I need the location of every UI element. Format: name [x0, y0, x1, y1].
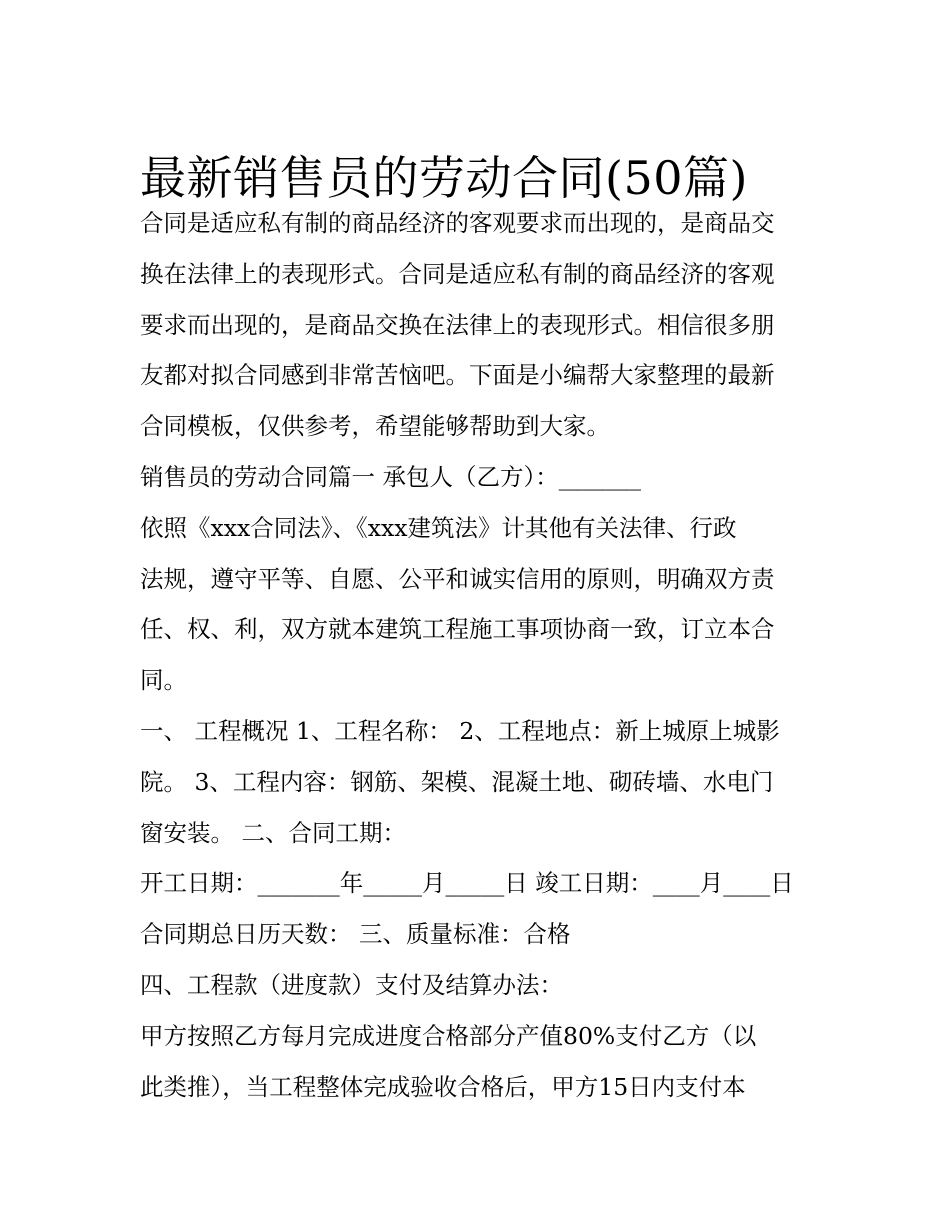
document-title: 最新销售员的劳动合同(50篇) [140, 150, 748, 205]
paragraph-line: 销售员的劳动合同篇一 承包人（乙方）：_______ [140, 462, 641, 491]
paragraph-line: 依照《xxx合同法》、《xxx建筑法》计其他有关法律、行政 [140, 513, 737, 542]
paragraph-line: 此类推），当工程整体完成验收合格后，甲方15日内支付本 [140, 1072, 746, 1101]
paragraph-line: 开工日期：_______年_____月_____日 竣工日期：____月____日 [140, 869, 794, 898]
paragraph-line: 任、权、利，双方就本建筑工程施工事项协商一致，订立本合 [140, 615, 775, 644]
paragraph-line: 合同期总日历天数： 三、质量标准：合格 [140, 920, 571, 949]
paragraph-line: 法规，遵守平等、自愿、公平和诚实信用的原则，明确双方责 [140, 564, 775, 593]
paragraph-line: 四、工程款（进度款）支付及结算办法： [140, 970, 563, 999]
paragraph-line: 甲方按照乙方每月完成进度合格部分产值80%支付乙方（以 [140, 1021, 757, 1050]
paragraph-line: 合同模板，仅供参考，希望能够帮助到大家。 [140, 412, 610, 441]
paragraph-line: 要求而出现的，是商品交换在法律上的表现形式。相信很多朋 [140, 310, 775, 339]
paragraph-line: 合同是适应私有制的商品经济的客观要求而出现的，是商品交 [140, 209, 775, 237]
document-body [140, 198, 820, 1112]
paragraph-line: 友都对拟合同感到非常苦恼吧。下面是小编帮大家整理的最新 [140, 361, 775, 390]
paragraph-line: 换在法律上的表现形式。合同是适应私有制的商品经济的客观 [140, 259, 775, 288]
paragraph-line: 同。 [140, 666, 187, 695]
paragraph-line: 院。 3、工程内容：钢筋、架模、混凝土地、砌砖墙、水电门 [140, 767, 774, 796]
paragraph-line: 一、 工程概况 1、工程名称： 2、工程地点：新上城原上城影 [140, 716, 780, 745]
paragraph-line: 窗安装。 二、合同工期： [140, 818, 406, 847]
